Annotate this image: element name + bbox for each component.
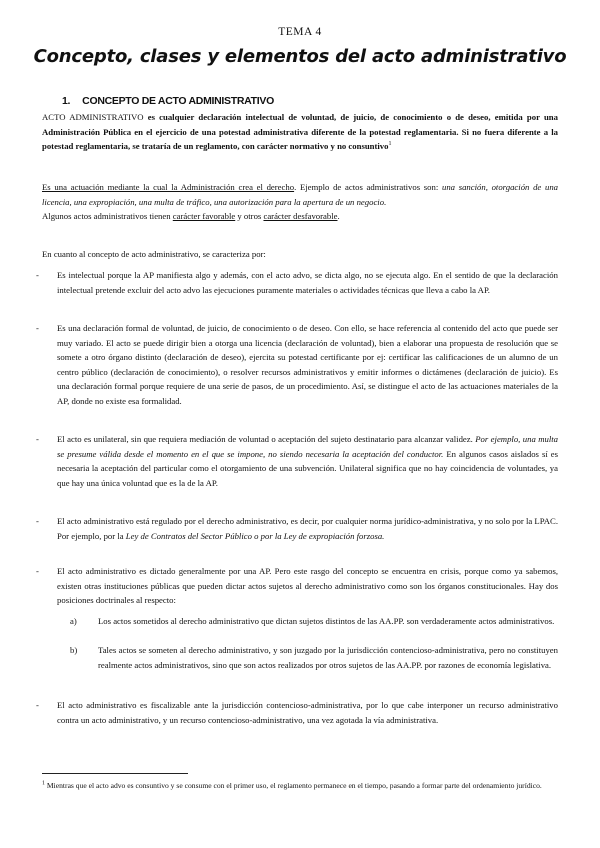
sub-item-label: b) [70, 645, 78, 655]
list-item [36, 432, 558, 490]
section-heading-text: CONCEPTO DE ACTO ADMINISTRATIVO [82, 95, 274, 107]
list-item-text: Es intelectual porque la AP manifiesta algo y además, con el acto advo, se dicta algo, no se ejecuta algo. En el sentido de que la declaración intelectual pretende excluir del acto advo las ejecuciones puramente materiales o actividades técnicas que lleva a cabo la AP. [57, 270, 558, 295]
bullet-dash: - [36, 566, 39, 576]
sub-item-b [70, 643, 558, 672]
list-item-text-a: El acto administrativo está regulado por el derecho administrativo, es decir, por cualquier norma jurídico-administrativa, y no solo por la LPAC. Por ejemplo, por la [57, 516, 558, 541]
intro-paragraph-examples [42, 180, 558, 224]
list-item-text-a: El acto es unilateral, sin que requiera mediación de voluntad o aceptación del sujeto destinatario para alcanzar validez. [57, 434, 476, 444]
definition-text: es cualquier declaración intelectual de voluntad, de juicio, de conocimiento o de deseo, emitida por una Administración Pública en el ejercicio de una potestad administrativa diferente de la potestad reglamentaria. Si no fuera diferente a la potestad reglamentaria, se trataría de un reglamento, con carácter normativo y no consuntivo [42, 112, 558, 152]
caracter-desfavorable: carácter desfavorable [263, 211, 338, 222]
list-item-text: El acto administrativo es fiscalizable ante la jurisdicción contencioso-administrativa, por lo que cabe interponer un recurso administrativo contra un acto administrativo, y un recurso contencioso-administrativo, una vez agotada la vía administrativa. [57, 700, 558, 725]
intro-paragraph-definition [42, 110, 558, 154]
list-item-text [57, 514, 558, 543]
list-item [36, 514, 558, 543]
character-end: . [337, 211, 340, 222]
bullet-dash: - [36, 434, 39, 444]
bullet-dash: - [36, 700, 39, 710]
bullet-dash: - [36, 516, 39, 526]
list-item-text-italic: Ley de Contratos del Sector Público o por la Ley de expropiación forzosa. [125, 530, 385, 541]
sub-item-text: Los actos sometidos al derecho administrativo que dictan sujetos distintos de las AA.PP. son verdaderamente actos administrativos. [98, 616, 555, 626]
bullet-dash: - [36, 270, 39, 280]
term-acto-administrativo: ACTO ADMINISTRATIVO [42, 112, 144, 122]
footnote-mark: 1 [42, 780, 45, 787]
footnote-ref[interactable]: 1 [388, 141, 392, 148]
list-item-text [57, 432, 558, 490]
footnote [42, 780, 558, 792]
caracter-favorable: carácter favorable [172, 211, 236, 222]
examples-lead: . Ejemplo de actos administrativos son: [294, 182, 442, 192]
list-item [36, 321, 558, 409]
character-lead: Algunos actos administrativos tienen [42, 211, 173, 222]
list-item [36, 698, 558, 727]
list-item [36, 268, 558, 297]
underlined-statement: Es una actuación mediante la cual la Administración crea el derecho [42, 182, 295, 192]
section-heading [62, 95, 274, 107]
list-item-text: Es una declaración formal de voluntad, de juicio, de conocimiento o de deseo. Con ello, se hace referencia al contenido del acto que puede ser muy variado. El acto se puede dirigir bien a otorga una licencia (declaración de voluntad), bien a elaborar una propuesta de resolución que se somete a otro órgano distinto (declaración de deseo), ejercita su potestad certificante por ej: certificar las calificaciones de un alumno de un centro público (declaración de conocimiento), o resolver recursos administrativos y emitir informes o dictámenes (declaración de juicio). Es una declaración formal porque requiere de una serie de pasos, de un procedimiento. Así, se distingue el acto de las actuaciones materiales de la AP, donde no existe esa formalidad. [57, 323, 558, 406]
sub-item-text: Tales actos se someten al derecho administrativo, y son juzgado por la jurisdicción contencioso-administrativa, pero no constituyen realmente actos administrativos, sino que son actos realizados por otros sujetos de las AA.PP. por razones de economía legislativa. [98, 645, 558, 670]
list-item-text-b: En algunos casos aislados sí es necesaria la aceptación del particular como el otorgamiento de una subvención. Unilateral significa que no hay coincidencia de voluntades, ya que hay una única voluntad que es la de la AP. [57, 448, 558, 488]
page-title: Concepto, clases y elementos del acto administrativo [33, 46, 567, 67]
list-item-text: El acto administrativo es dictado generalmente por una AP. Pero este rasgo del concepto se encuentra en crisis, porque como ya sabemos, existen otras instituciones públicas que pueden dictar actos sujetos al derecho administrativo como son los órganos constitucionales. Hay dos posiciones doctrinales al respecto: [57, 566, 558, 606]
examples-italic: una sanción, otorgación de una licencia, una expropiación, una multa de tráfico, una autorización para la apertura de un negocio. [42, 182, 559, 207]
bullet-dash: - [36, 323, 39, 333]
sub-item-a [70, 614, 558, 629]
footnote-separator [42, 773, 188, 774]
list-item-text-italic: Por ejemplo, una multa se presume válida desde el momento en el que se impone, no siendo necesaria la aceptación del conductor. [57, 434, 558, 459]
list-item [36, 564, 558, 608]
chapter-label: TEMA 4 [278, 26, 322, 38]
sub-item-label: a) [70, 616, 77, 626]
character-mid: y otros [235, 211, 264, 222]
intro-characteristics-lead: En cuanto al concepto de acto administrativo, se caracteriza por: [42, 249, 266, 259]
footnote-text: Mientras que el acto advo es consuntivo y se consume con el primer uso, el reglamento permanece en el tiempo, pasando a formar parte del ordenamiento jurídico. [45, 781, 542, 790]
section-number: 1. [62, 95, 71, 107]
